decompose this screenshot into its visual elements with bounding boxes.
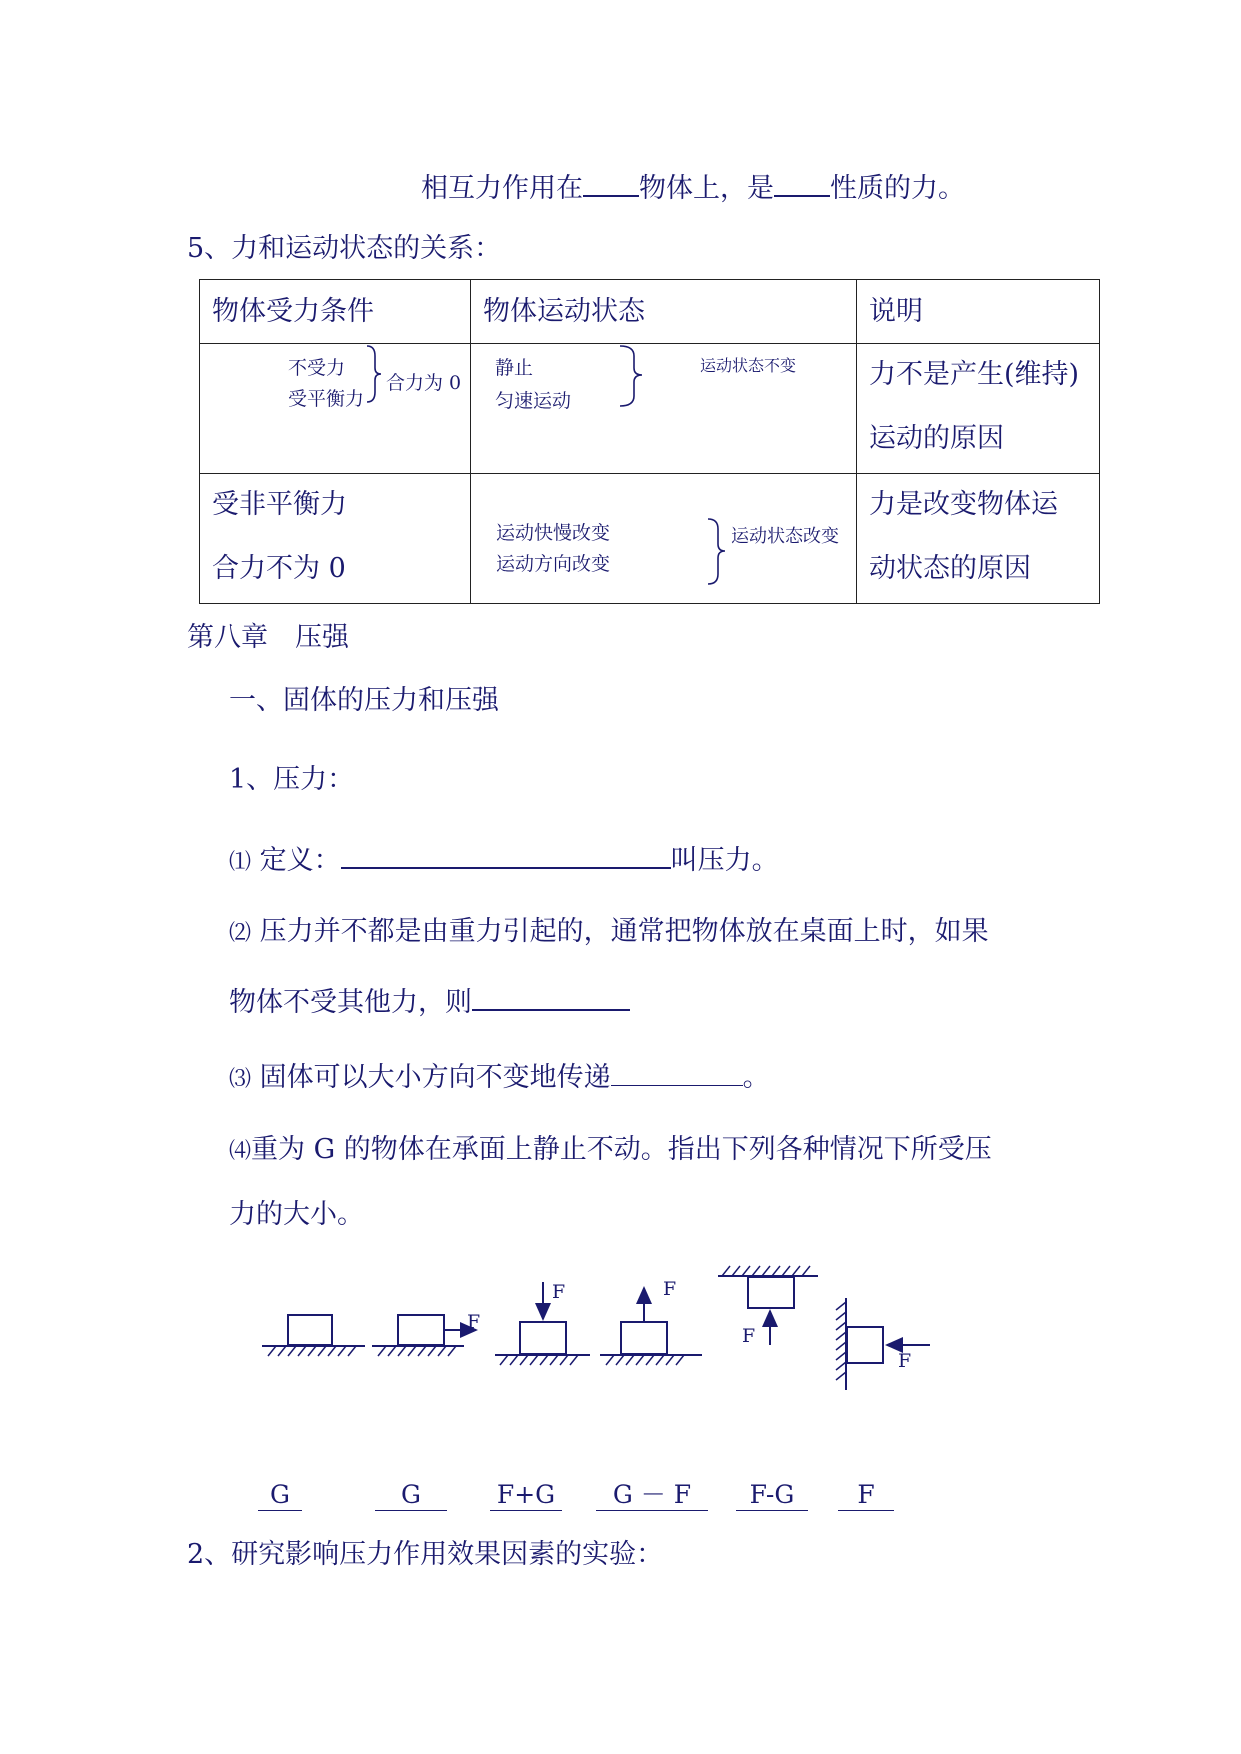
note-2-line2: 动状态的原因 <box>869 553 1031 584</box>
top-line-b: 物体上，是 <box>639 173 774 204</box>
state-uniform: 匀速运动 <box>495 390 572 412</box>
point-4-text: 重为 G 的物体在承面上静止不动。指出下列各种情况下所受压 <box>251 1134 992 1165</box>
answer-5: F-G <box>736 1480 808 1511</box>
state-speed-change: 运动快慢改变 <box>496 522 611 544</box>
point-3-suffix: 。 <box>742 1062 770 1093</box>
state-unchanged: 运动状态不变 <box>700 356 797 375</box>
top-line-c: 性质的力。 <box>830 173 965 204</box>
item-2: 2、研究影响压力作用效果因素的实验： <box>187 1539 664 1570</box>
force-label: F <box>552 1281 566 1303</box>
answer-3: F+G <box>490 1480 562 1511</box>
header-note: 说明 <box>869 296 923 327</box>
force-label: F <box>742 1325 756 1347</box>
cond-unbalanced: 受非平衡力 <box>212 489 347 520</box>
case-6-wall <box>836 1298 930 1390</box>
cond-no-force: 不受力 <box>288 357 346 379</box>
point-num: ⑶ <box>229 1067 252 1092</box>
header-condition: 物体受力条件 <box>212 296 374 327</box>
case-5-ceiling <box>718 1266 818 1345</box>
note-1-line2: 运动的原因 <box>869 423 1004 454</box>
cond-net-nonzero: 合力不为 0 <box>212 553 346 584</box>
cond-net-zero: 合力为 0 <box>386 372 462 394</box>
subsection-title: 一、固体的压力和压强 <box>229 685 499 716</box>
point-4-line2: 力的大小。 <box>229 1199 364 1230</box>
point-num: ⑵ <box>229 921 252 946</box>
point-3-text: 固体可以大小方向不变地传递 <box>259 1062 611 1093</box>
case-4-upward-force <box>600 1288 702 1365</box>
note-1-line1: 力不是产生(维持) <box>869 359 1080 390</box>
force-label: F <box>898 1350 912 1372</box>
note-2-line1: 力是改变物体运 <box>869 489 1058 520</box>
answer-4: G － F <box>596 1480 708 1511</box>
state-direction-change: 运动方向改变 <box>496 553 611 575</box>
header-state: 物体运动状态 <box>483 296 645 327</box>
answer-1: G <box>258 1480 302 1511</box>
point-2-text-b: 物体不受其他力，则 <box>229 987 472 1018</box>
state-changed: 运动状态改变 <box>731 526 839 547</box>
point-2-text: 压力并不都是由重力引起的，通常把物体放在桌面上时，如果 <box>259 916 989 947</box>
item-1: 1、压力： <box>229 764 355 795</box>
point-num: ⑷ <box>229 1139 252 1164</box>
force-label: F <box>467 1311 481 1333</box>
cond-balanced: 受平衡力 <box>288 388 365 410</box>
case-1-block-on-ground <box>262 1315 365 1356</box>
answer-6: F <box>838 1480 894 1511</box>
point-1-suffix: 叫压力。 <box>670 845 779 876</box>
state-rest: 静止 <box>495 357 534 379</box>
case-2-horizontal-force <box>372 1315 476 1356</box>
chapter-title: 第八章 压强 <box>187 622 349 653</box>
section-5-heading: 5、力和运动状态的关系： <box>187 233 502 264</box>
force-label: F <box>663 1278 677 1300</box>
point-1-text: 定义： <box>259 845 341 876</box>
answer-2: G <box>375 1480 447 1511</box>
point-num: ⑴ <box>229 850 252 875</box>
top-line-a: 相互力作用在 <box>421 173 583 204</box>
case-3-downward-force <box>495 1282 590 1365</box>
